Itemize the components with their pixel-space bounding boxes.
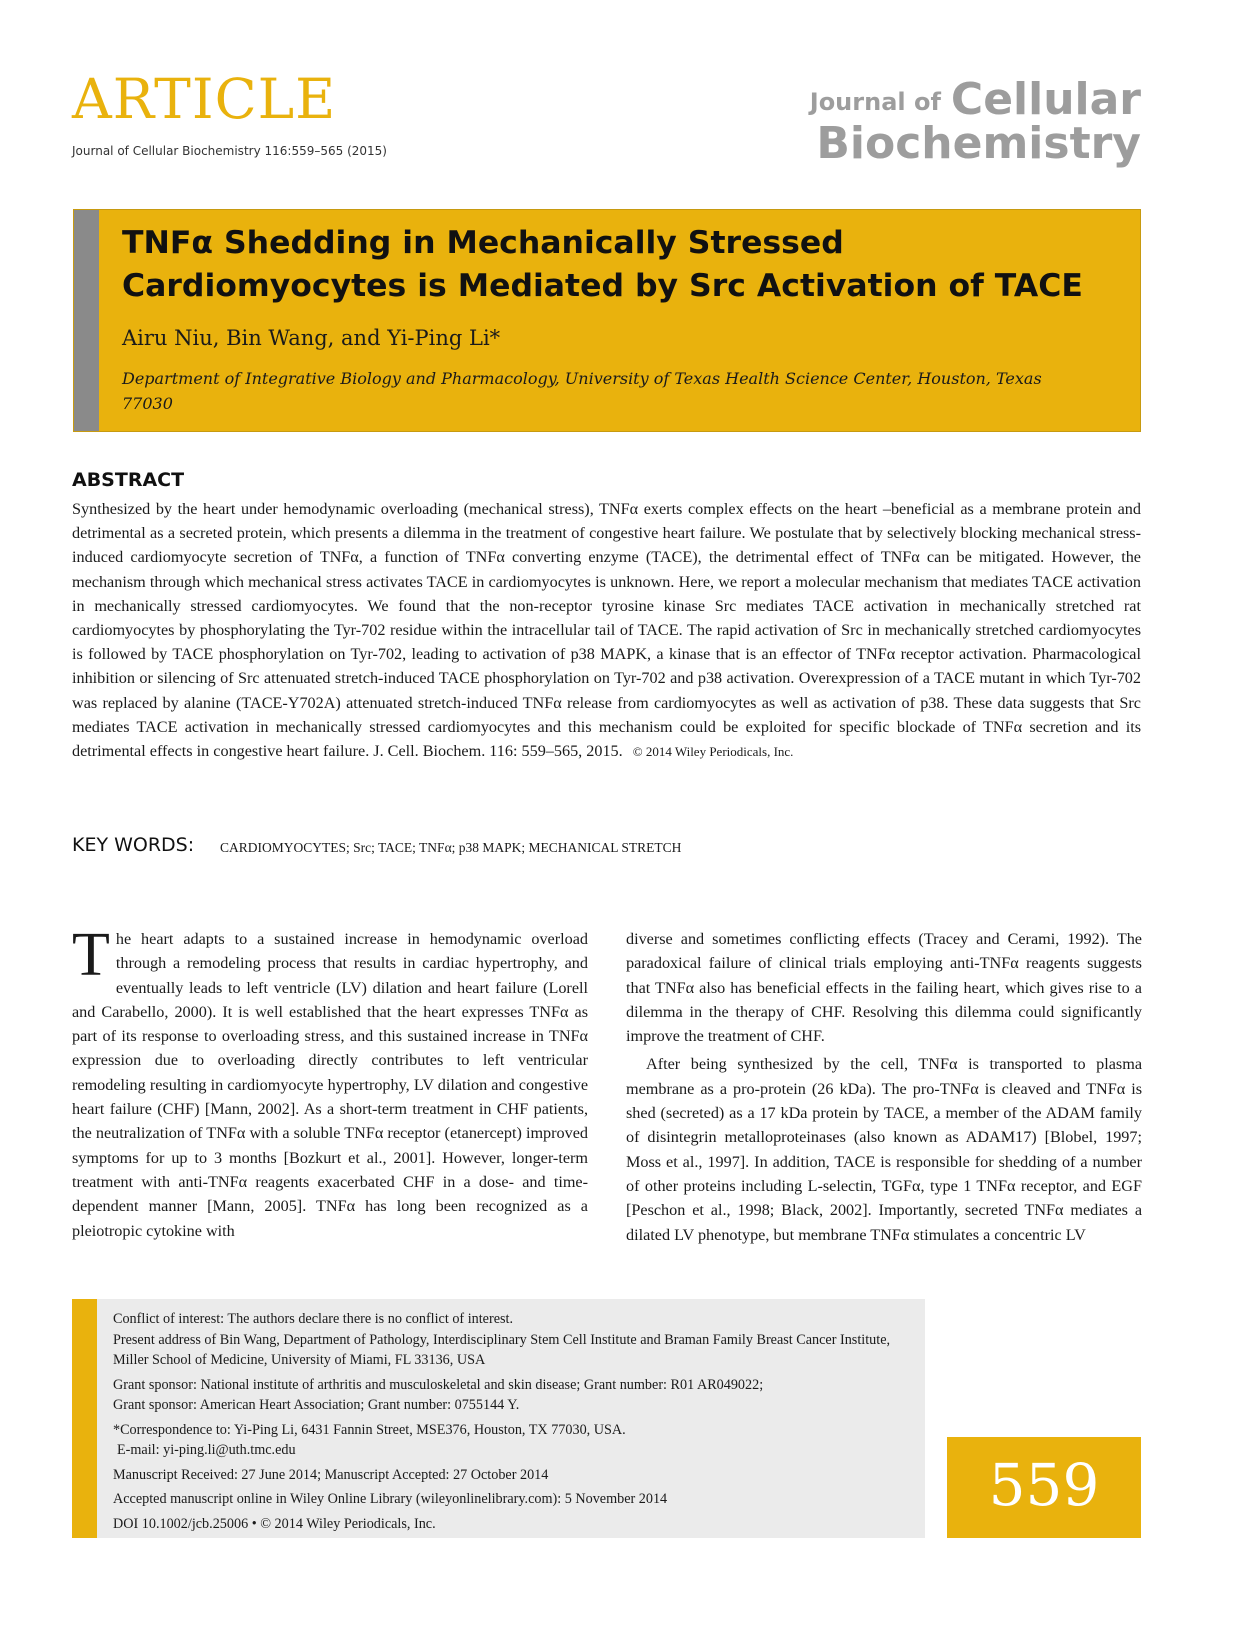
present-address-note: Present address of Bin Wang, Department of Pathology, Interdisciplinary Stem Cell Institute and Braman Family Breast Cancer Institute, Miller School of Medicine, University of Miami, FL 33136, USA: [113, 1331, 891, 1368]
body-left-column: [72, 921, 588, 1243]
page-number-box: [947, 1437, 1141, 1538]
doi-note: DOI 10.1002/jcb.25006 • © 2014 Wiley Periodicals, Inc.: [113, 1515, 436, 1532]
journal-logo: [787, 74, 1141, 169]
received-note: Manuscript Received: 27 June 2014; Manuscript Accepted: 27 October 2014: [113, 1466, 549, 1483]
affiliation: Department of Integrative Biology and Pharmacology, University of Texas Health Science Center, Houston, Texas 77030: [122, 369, 1042, 413]
correspondence-note: *Correspondence to: Yi-Ping Li, 6431 Fannin Street, MSE376, Houston, TX 77030, USA.: [113, 1421, 626, 1438]
journal-citation: Journal of Cellular Biochemistry 116:559–565 (2015): [72, 144, 387, 158]
body-right-paragraph-2: After being synthesized by the cell, TNFα is transported to plasma membrane as a pro-protein (26 kDa). The pro-TNFα is cleaved and TNFα is shed (secreted) as a 17 kDa protein by TACE, a member of the ADAM family of disintegrin metalloproteinases (also known as ADAM17) [Blobel, 1997; Moss et al., 1997]. In addition, TACE is responsible for shedding of a number of other proteins including L-selectin, TGFα, type 1 TNFα receptor, and EGF [Peschon et al., 1998; Black, 2002]. Importantly, secreted TNFα mediates a dilated LV phenotype, but membrane TNFα stimulates a concentric LV: [626, 1055, 1142, 1244]
keywords-text: CARDIOMYOCYTES; Src; TACE; TNFα; p38 MAPK; MECHANICAL STRETCH: [220, 840, 682, 855]
article-label: ARTICLE: [72, 67, 337, 131]
journal-logo-prefix: Journal of: [809, 88, 941, 116]
body-paragraph: [72, 921, 588, 1243]
body-right-column: [626, 927, 1142, 1247]
grant-note-1: Grant sponsor: National institute of arthritis and musculoskeletal and skin disease; Grant number: R01 AR049022;: [113, 1376, 764, 1393]
page-number: 559: [988, 1451, 1100, 1519]
email-note: E-mail: yi-ping.li@uth.tmc.edu: [117, 1442, 296, 1458]
drop-cap: T: [72, 921, 110, 989]
body-right-paragraph-1: diverse and sometimes conflicting effects (Tracey and Cerami, 1992). The paradoxical failure of clinical trials employing anti-TNFα reagents suggests that TNFα also has beneficial effects in the failing heart, which gives rise to a dilemma in the therapy of CHF. Resolving this dilemma could significantly improve the treatment of CHF.: [626, 930, 1142, 1046]
title-side-bar: [74, 210, 99, 431]
footer-notes-box: [97, 1299, 925, 1538]
abstract-copyright: © 2014 Wiley Periodicals, Inc.: [632, 744, 794, 760]
journal-logo-word1: Cellular: [950, 74, 1141, 125]
abstract-text: Synthesized by the heart under hemodynamic overloading (mechanical stress), TNFα exerts complex effects on the heart –beneficial as a membrane protein and detrimental as a secreted protein, which presents a dilemma in the treatment of congestive heart failure. We postulate that by selectively blocking mechanical stress-induced cardiomyocyte secretion of TNFα, a function of TNFα converting enzyme (TACE), the detrimental effect of TNFα can be mitigated. However, the mechanism through which mechanical stress activates TACE in cardiomyocytes is unknown. Here, we report a molecular mechanism that mediates TACE activation in mechanically stressed cardiomyocytes. We found that the non-receptor tyrosine kinase Src mediates TACE activation in mechanically stretched rat cardiomyocytes by phosphorylating the Tyr-702 residue within the intracellular tail of TACE. The rapid activation of Src in mechanically stretched cardiomyocytes is followed by TACE phosphorylation on Tyr-702, leading to activation of p38 MAPK, a kinase that is an effector of TNFα receptor activation. Pharmacological inhibition or silencing of Src attenuated stretch-induced TACE phosphorylation on Tyr-702 and p38 activation. Overexpression of a TACE mutant in which Tyr-702 was replaced by alanine (TACE-Y702A) attenuated stretch-induced TNFα release from cardiomyocytes as well as activation of p38. These data suggests that Src mediates TACE activation in mechanically stressed cardiomyocytes and this mechanism could be exploited for specific blockade of TNFα secretion and its detrimental effects in congestive heart failure. J. Cell. Biochem. 116: 559–565, 2015.: [72, 500, 1141, 761]
abstract-body: [72, 497, 1141, 764]
conflict-note: Conflict of interest: The authors declare there is no conflict of interest.: [113, 1311, 514, 1327]
article-title: TNFα Shedding in Mechanically Stressed Cardiomyocytes is Mediated by Src Activation of TACE: [122, 225, 1083, 304]
abstract-heading: ABSTRACT: [72, 469, 185, 491]
authors: Airu Niu, Bin Wang, and Yi-Ping Li*: [122, 326, 501, 350]
keywords-heading: KEY WORDS:: [72, 834, 195, 856]
footer-accent-stripe: [72, 1299, 97, 1538]
grant-note-2: Grant sponsor: American Heart Association; Grant number: 0755144 Y.: [113, 1397, 520, 1413]
journal-logo-word2: Biochemistry: [816, 118, 1141, 169]
body-left-text: he heart adapts to a sustained increase in hemodynamic overload through a remodeling process that results in cardiac hypertrophy, and eventually leads to left ventricle (LV) dilation and heart failure (Lorell and Carabello, 2000). It is well established that the heart expresses TNFα as part of its response to overloading stress, and this sustained increase in TNFα expression due to overloading directly contributes to left ventricular remodeling resulting in cardiomyocyte hypertrophy, LV dilation and congestive heart failure (CHF) [Mann, 2002]. As a short-term treatment in CHF patients, the neutralization of TNFα with a soluble TNFα receptor (etanercept) improved symptoms for up to 3 months [Bozkurt et al., 2001]. However, longer-term treatment with anti-TNFα reagents exacerbated CHF in a dose- and time-dependent manner [Mann, 2005]. TNFα has long been recognized as a pleiotropic cytokine with: [72, 930, 588, 1240]
online-note: Accepted manuscript online in Wiley Online Library (wileyonlinelibrary.com): 5 November 2014: [113, 1491, 668, 1507]
title-box: [73, 209, 1141, 432]
